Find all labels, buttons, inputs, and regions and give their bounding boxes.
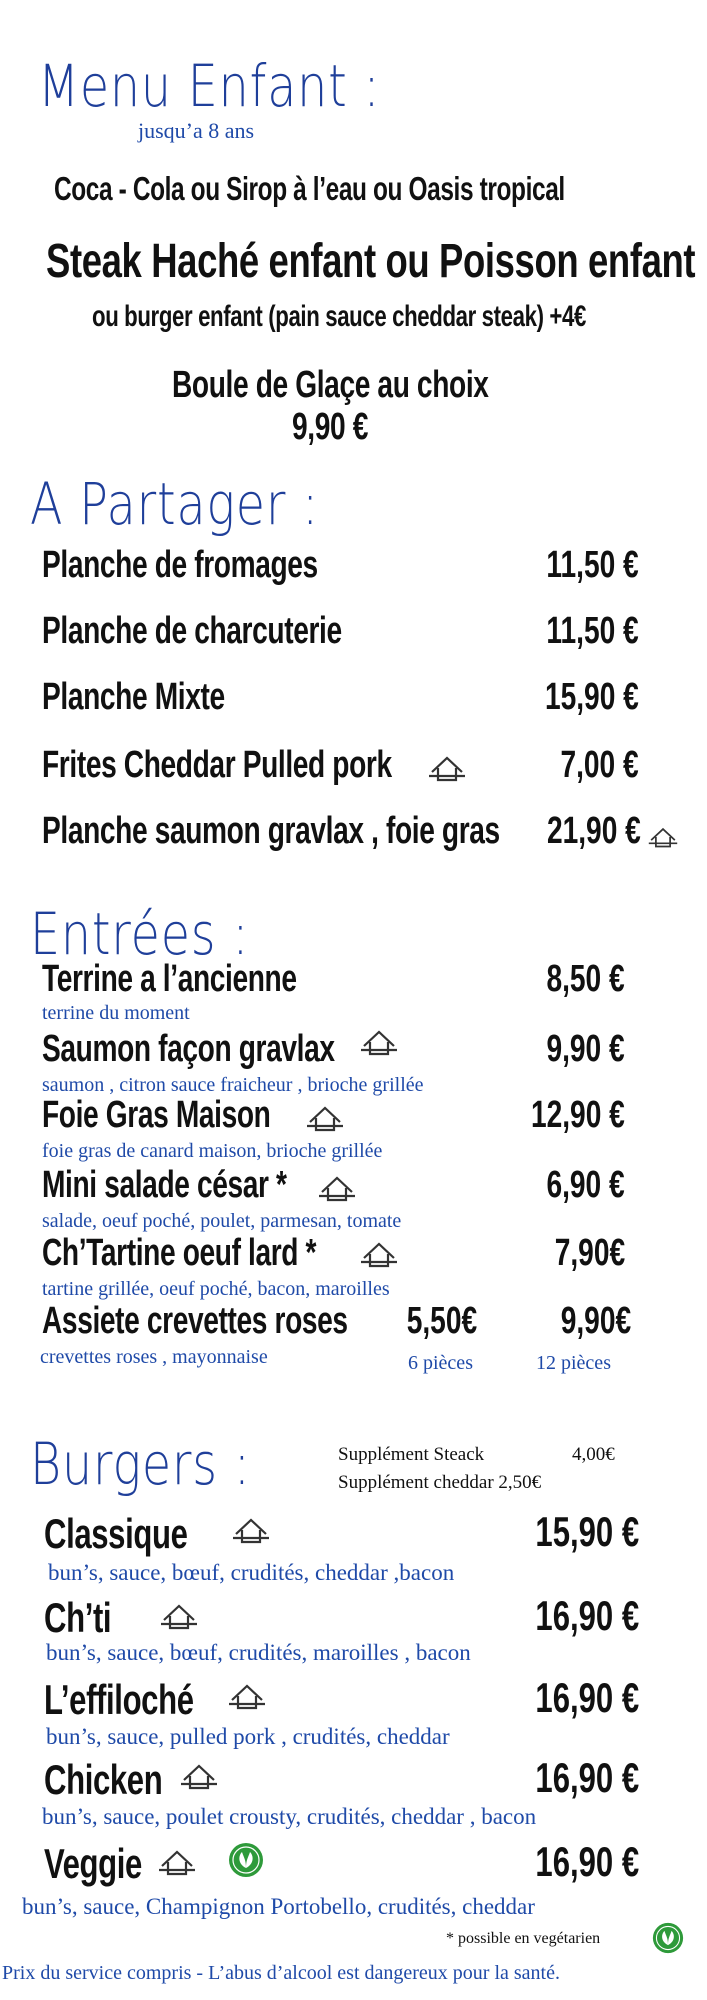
list-item-price: 9,90 € bbox=[546, 1028, 625, 1070]
supplement-steak-label: Supplément Steack bbox=[338, 1444, 485, 1465]
menu-enfant-burger-option: ou burger enfant (pain sauce cheddar steak) +4€ bbox=[92, 300, 586, 333]
supplement-cheddar: Supplément cheddar 2,50€ bbox=[338, 1472, 542, 1493]
list-item-name: Terrine a l’ancienne bbox=[42, 958, 297, 1000]
leaf-badge-icon bbox=[228, 1842, 264, 1878]
list-item-name: Veggie bbox=[44, 1840, 142, 1887]
list-item-desc: crevettes roses , mayonnaise bbox=[40, 1346, 268, 1368]
list-item-price: 12,90 € bbox=[531, 1094, 625, 1136]
list-item-desc: tartine grillée, oeuf poché, bacon, maroilles bbox=[42, 1278, 390, 1300]
list-item-price: 11,50 € bbox=[546, 544, 639, 586]
leaf-badge-icon bbox=[652, 1922, 684, 1954]
list-item-name: Planche de charcuterie bbox=[42, 610, 342, 652]
house-icon bbox=[428, 752, 466, 784]
list-item-name: Classique bbox=[44, 1510, 188, 1557]
house-icon bbox=[180, 1760, 218, 1792]
vegetarian-note: * possible en vegétarien bbox=[446, 1930, 601, 1947]
list-item-name: Assiete crevettes roses bbox=[42, 1300, 348, 1342]
supplement-steak-price: 4,00€ bbox=[572, 1444, 615, 1465]
menu-enfant-title: Menu Enfant : bbox=[38, 52, 381, 120]
list-item-price: 9,90€ bbox=[560, 1300, 631, 1342]
list-item-price-small: 5,50€ bbox=[406, 1300, 477, 1342]
list-item-desc: bun’s, sauce, Champignon Portobello, crudités, cheddar bbox=[22, 1894, 535, 1919]
house-icon bbox=[360, 1026, 398, 1058]
entrees-title: Entrées : bbox=[30, 900, 250, 968]
house-icon bbox=[158, 1846, 196, 1878]
list-item-price: 16,90 € bbox=[535, 1838, 639, 1885]
house-icon bbox=[648, 824, 678, 850]
house-icon bbox=[360, 1238, 398, 1270]
house-icon bbox=[318, 1172, 356, 1204]
list-item-price: 6,90 € bbox=[546, 1164, 625, 1206]
list-item-price: 7,90€ bbox=[554, 1232, 625, 1274]
house-icon bbox=[306, 1102, 344, 1134]
menu-enfant-main: Steak Haché enfant ou Poisson enfant bbox=[46, 235, 696, 288]
list-item-desc: foie gras de canard maison, brioche grillée bbox=[42, 1140, 383, 1162]
list-item-price: 15,90 € bbox=[535, 1508, 639, 1555]
list-item-name: Ch’Tartine oeuf lard * bbox=[42, 1232, 317, 1274]
footer-notice: Prix du service compris - L’abus d’alcool est dangereux pour la santé. bbox=[2, 1962, 560, 1984]
list-item-desc: bun’s, sauce, pulled pork , crudités, cheddar bbox=[46, 1724, 450, 1749]
list-item-name: Mini salade césar * bbox=[42, 1164, 287, 1206]
house-icon bbox=[232, 1514, 270, 1546]
list-item-desc: terrine du moment bbox=[42, 1002, 190, 1024]
list-item-name: Planche de fromages bbox=[42, 544, 318, 586]
house-icon bbox=[160, 1600, 198, 1632]
list-item-desc: bun’s, sauce, bœuf, crudités, cheddar ,bacon bbox=[48, 1560, 455, 1585]
list-item-price: 15,90 € bbox=[545, 676, 639, 718]
list-item-qty: 12 pièces bbox=[536, 1352, 611, 1374]
list-item-name: Frites Cheddar Pulled pork bbox=[42, 744, 392, 786]
list-item-desc: salade, oeuf poché, poulet, parmesan, tomate bbox=[42, 1210, 402, 1232]
list-item-price: 16,90 € bbox=[535, 1754, 639, 1801]
menu-enfant-dessert: Boule de Glaçe au choix bbox=[172, 364, 489, 406]
list-item-name: Chicken bbox=[44, 1756, 163, 1803]
menu-enfant-drinks: Coca - Cola ou Sirop à l’eau ou Oasis tropical bbox=[54, 170, 565, 207]
list-item-name: Ch’ti bbox=[44, 1594, 112, 1641]
house-icon bbox=[228, 1680, 266, 1712]
a-partager-title: A Partager : bbox=[30, 470, 320, 538]
list-item-desc: bun’s, sauce, poulet crousty, crudités, cheddar , bacon bbox=[42, 1804, 537, 1829]
list-item-price: 11,50 € bbox=[546, 610, 639, 652]
list-item-name: L’effiloché bbox=[44, 1676, 194, 1723]
list-item-price: 7,00 € bbox=[560, 744, 639, 786]
list-item-price: 21,90 € bbox=[547, 810, 641, 852]
list-item-price: 8,50 € bbox=[546, 958, 625, 1000]
list-item-price: 16,90 € bbox=[535, 1674, 639, 1721]
list-item-name: Foie Gras Maison bbox=[42, 1094, 271, 1136]
list-item-desc: saumon , citron sauce fraicheur , brioche grillée bbox=[42, 1074, 424, 1096]
menu-enfant-age: jusqu’a 8 ans bbox=[138, 118, 255, 143]
menu-enfant-price: 9,90 € bbox=[292, 406, 368, 448]
list-item-desc: bun’s, sauce, bœuf, crudités, maroilles , bacon bbox=[46, 1640, 471, 1665]
list-item-name: Planche Mixte bbox=[42, 676, 225, 718]
burgers-title: Burgers : bbox=[30, 1430, 251, 1498]
list-item-qty-small: 6 pièces bbox=[408, 1352, 473, 1374]
list-item-name: Saumon façon gravlax bbox=[42, 1028, 335, 1070]
list-item-name: Planche saumon gravlax , foie gras bbox=[42, 810, 500, 852]
list-item-price: 16,90 € bbox=[535, 1592, 639, 1639]
